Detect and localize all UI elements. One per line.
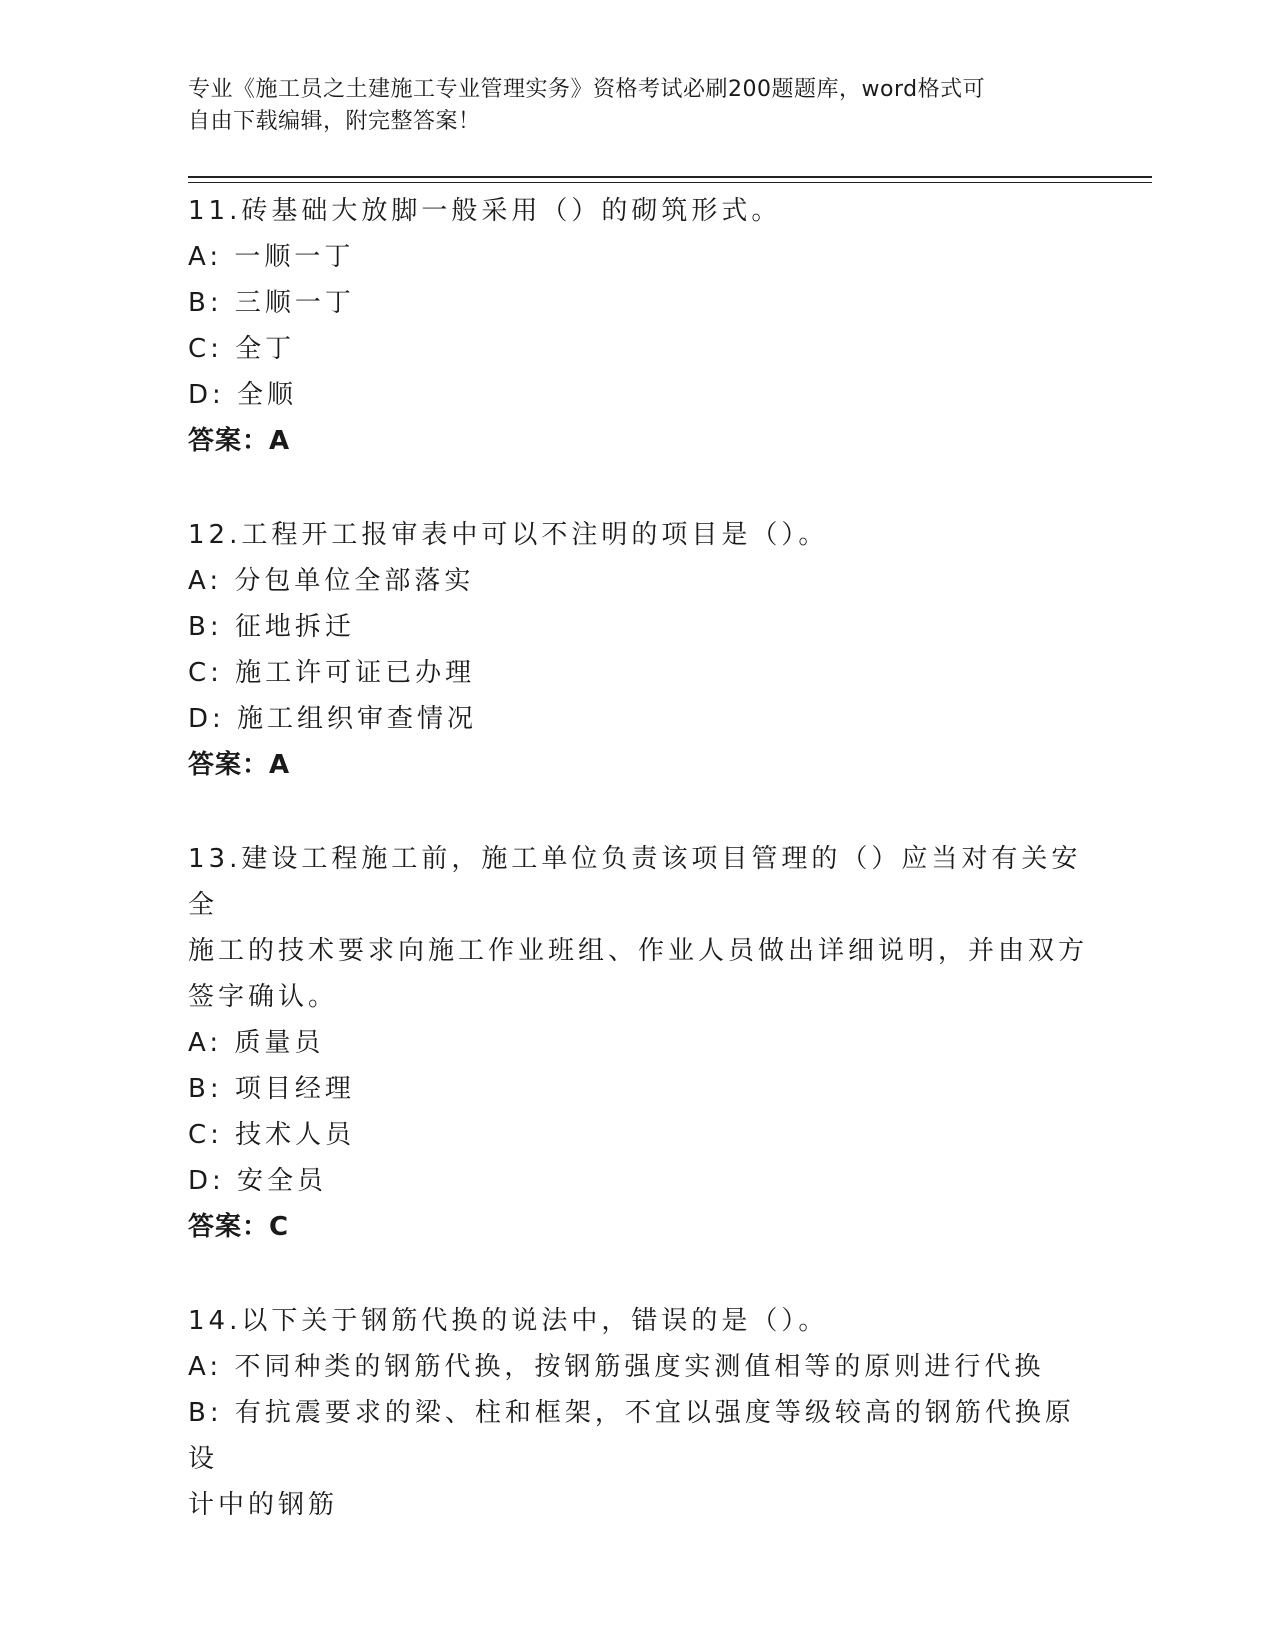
question-stem-line-1: 13.建设工程施工前，施工单位负责该项目管理的（）应当对有关安全 — [188, 844, 1082, 920]
question-12 — [188, 512, 1088, 788]
option-b: B: 三顺一丁 — [188, 288, 355, 318]
option-a: A: 分包单位全部落实 — [188, 566, 475, 596]
question-list — [188, 188, 1088, 1576]
header-line-2: 自由下载编辑，附完整答案！ — [188, 109, 481, 134]
header-divider-thin — [188, 182, 1152, 183]
option-d: D: 全顺 — [188, 380, 298, 410]
option-b: B: 项目经理 — [188, 1074, 355, 1104]
header-divider-thick — [188, 176, 1152, 178]
question-stem: 14.以下关于钢筋代换的说法中，错误的是（）。 — [188, 1306, 829, 1336]
question-stem: 12.工程开工报审表中可以不注明的项目是（）。 — [188, 520, 829, 550]
option-d: D: 安全员 — [188, 1166, 328, 1196]
option-a: A: 不同种类的钢筋代换，按钢筋强度实测值相等的原则进行代换 — [188, 1352, 1045, 1382]
question-13 — [188, 836, 1088, 1250]
option-c: C: 全丁 — [188, 334, 296, 364]
document-header — [188, 74, 1068, 138]
question-stem-line-3: 签字确认。 — [188, 982, 339, 1012]
option-b: B: 有抗震要求的梁、柱和框架，不宜以强度等级较高的钢筋代换原设 — [188, 1398, 1075, 1474]
header-line-1: 专业《施工员之土建施工专业管理实务》资格考试必刷200题题库，word格式可 — [188, 77, 986, 102]
option-d: D: 施工组织审查情况 — [188, 704, 478, 734]
answer-label: 答案：A — [188, 750, 291, 780]
option-c: C: 技术人员 — [188, 1120, 356, 1150]
question-14 — [188, 1298, 1088, 1528]
option-a: A: 一顺一丁 — [188, 242, 355, 272]
option-b-continued: 计中的钢筋 — [188, 1490, 339, 1520]
question-stem: 11.砖基础大放脚一般采用（）的砌筑形式。 — [188, 196, 782, 226]
question-11 — [188, 188, 1088, 464]
question-stem-line-2: 施工的技术要求向施工作业班组、作业人员做出详细说明，并由双方 — [188, 936, 1089, 966]
option-c: C: 施工许可证已办理 — [188, 658, 476, 688]
answer-label: 答案：C — [188, 1212, 290, 1242]
option-a: A: 质量员 — [188, 1028, 325, 1058]
answer-label: 答案：A — [188, 426, 291, 456]
option-b: B: 征地拆迁 — [188, 612, 355, 642]
